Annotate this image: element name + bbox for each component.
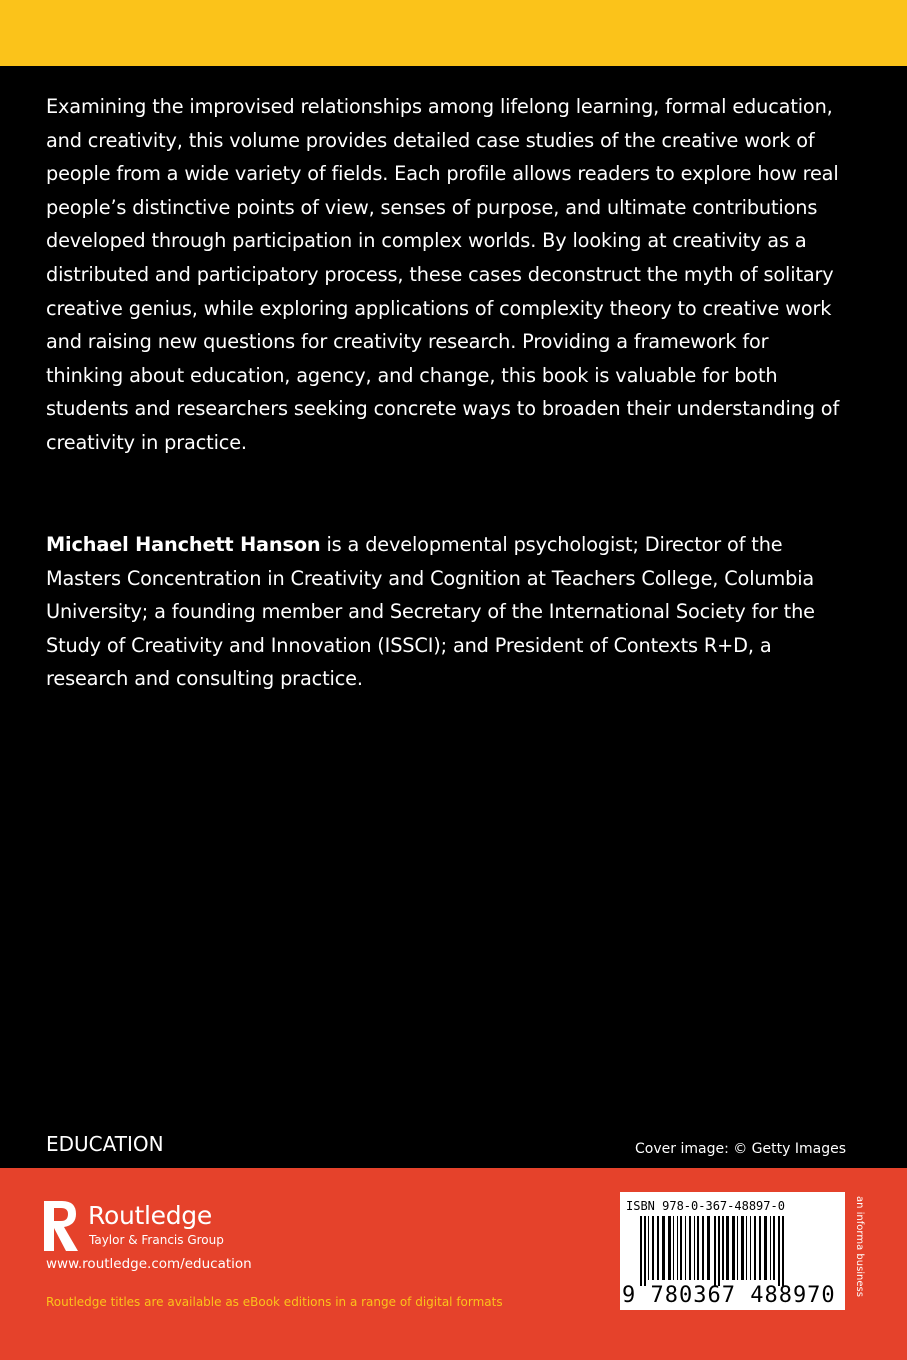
barcode-bar — [722, 1216, 724, 1280]
publisher-name: Routledge — [88, 1201, 212, 1230]
barcode-bar — [750, 1216, 751, 1280]
barcode-bar — [697, 1216, 699, 1280]
barcode-bar — [737, 1216, 738, 1280]
barcode-bar — [648, 1216, 649, 1280]
barcode-bar — [662, 1216, 665, 1280]
barcode-bar — [741, 1216, 744, 1280]
barcode-bar — [680, 1216, 682, 1280]
cover-image-credit: Cover image: © Getty Images — [635, 1141, 846, 1157]
ebook-note: Routledge titles are available as eBook editions in a range of digital formats — [46, 1295, 503, 1309]
barcode-bar — [754, 1216, 756, 1280]
isbn-number: ISBN 978-0-367-48897-0 — [626, 1199, 785, 1213]
author-bio — [46, 528, 846, 696]
barcode-bar — [718, 1216, 720, 1286]
barcode-bar — [685, 1216, 686, 1280]
author-name: Michael Hanchett Hanson — [46, 533, 321, 556]
routledge-logo-icon — [44, 1201, 80, 1251]
barcode-bar — [640, 1216, 642, 1286]
barcode-bar — [770, 1216, 771, 1280]
barcode-bar — [644, 1216, 646, 1286]
barcode-bar — [782, 1216, 784, 1286]
publisher-group: Taylor & Francis Group — [89, 1233, 224, 1247]
barcode-bar — [714, 1216, 716, 1286]
barcode-bar — [657, 1216, 659, 1280]
book-description: Examining the improvised relationships among lifelong learning, formal education, and creativity, this volume provides detailed case studies of the creative work of people from a wide variety of fields. Each profile allows readers to explore how real people’s distinctive points of view, senses of purpose, and ultimate contributions developed through participation in complex worlds. By looking at creativity as a distributed and participatory process, these cases deconstruct the myth of solitary creative genius, while exploring applications of complexity theory to creative work and raising new questions for creativity research. Providing a framework for thinking about education, agency, and change, this book is valuable for both students and researchers seeking concrete ways to broaden their understanding of creativity in practice. — [46, 95, 840, 454]
barcode-bar — [707, 1216, 710, 1280]
barcode-bar — [778, 1216, 780, 1286]
barcode-bar — [694, 1216, 695, 1280]
subject-category: EDUCATION — [46, 1132, 164, 1156]
barcode-bar — [673, 1216, 674, 1280]
ean-digits: 9 780367 488970 — [622, 1283, 836, 1308]
barcode-bar — [689, 1216, 691, 1280]
barcode-bar — [677, 1216, 678, 1280]
barcode-bars — [640, 1216, 840, 1286]
barcode-bar — [652, 1216, 654, 1280]
informa-business-text: an informa business — [854, 1196, 865, 1297]
barcode-bar — [726, 1216, 729, 1280]
barcode-bar — [668, 1216, 671, 1280]
author-bio-text: is a developmental psychologist; Director of the Masters Concentration in Creativity and Cognition at Teachers College, Columbia University; a founding member and Secretary of the International Society for the Study of Creativity and Innovation (ISSCI); and President of Contexts R+D, a research and consulting practice. — [46, 533, 815, 691]
barcode-bar — [764, 1216, 767, 1280]
barcode-bar — [773, 1216, 775, 1280]
publisher-url[interactable]: www.routledge.com/education — [46, 1256, 252, 1272]
barcode-bar — [732, 1216, 735, 1280]
top-color-band — [0, 0, 907, 66]
barcode-bar — [759, 1216, 761, 1280]
barcode-bar — [702, 1216, 704, 1280]
barcode-bar — [746, 1216, 747, 1280]
